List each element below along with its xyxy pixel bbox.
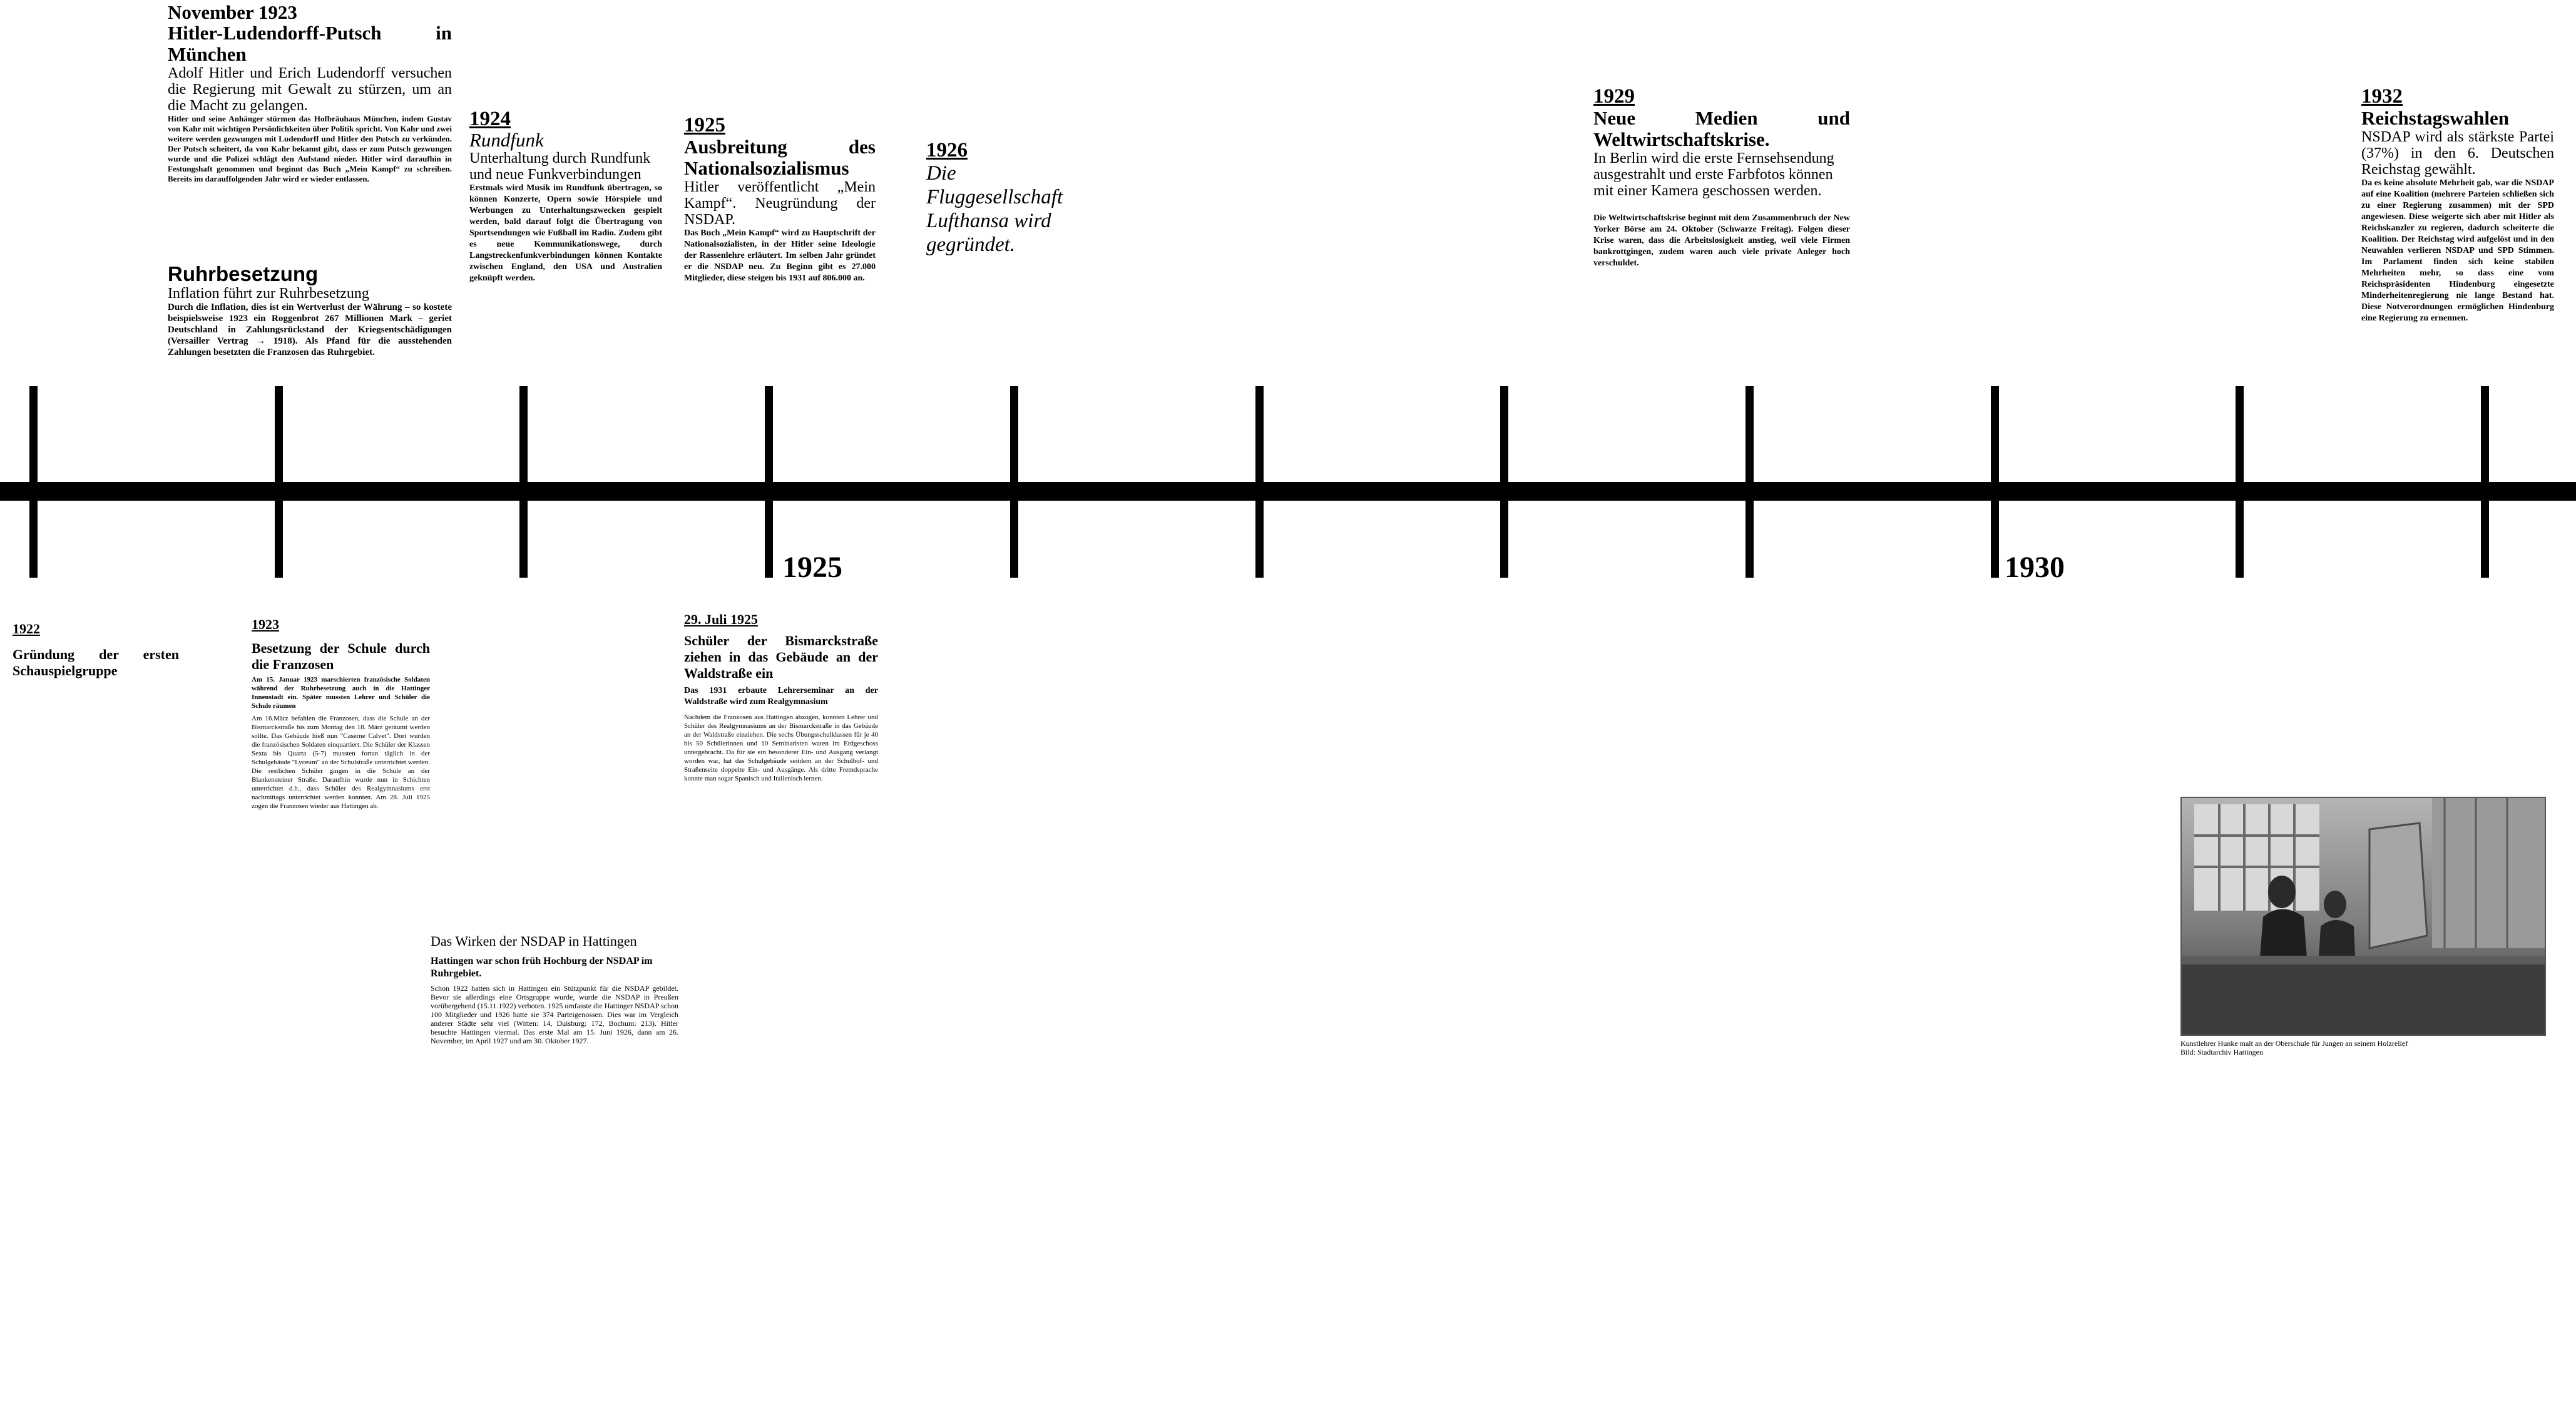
event-1923-putsch bbox=[168, 3, 452, 184]
event-year: 1925 bbox=[684, 114, 725, 136]
timeline-tick-up bbox=[1500, 386, 1508, 482]
event-lead: Unterhaltung durch Rundfunk und neue Funkverbindungen bbox=[469, 150, 651, 183]
event-lead: Inflation führt zur Ruhrbesetzung bbox=[168, 285, 369, 302]
event-year: 29. Juli 1925 bbox=[684, 611, 758, 627]
photo-caption-line: Kunstlehrer Hunke malt an der Oberschule für Jungen an seinem Holzrelief bbox=[2180, 1039, 2408, 1048]
event-lead: Hitler veröffentlicht „Mein Kampf“. Neugründung der NSDAP. bbox=[684, 179, 876, 228]
timeline-tick-down bbox=[29, 501, 38, 578]
event-title: Reichstagswahlen bbox=[2361, 107, 2509, 129]
event-1932-reichstagswahlen bbox=[2361, 85, 2554, 324]
timeline-tick-down bbox=[519, 501, 528, 578]
event-year: 1932 bbox=[2361, 85, 2403, 108]
event-body: Durch die Inflation, dies ist ein Wertverlust der Währung – so kostete beispielsweise 1923 ein Roggenbrot 267 Millionen Mark – geriet Deutschland in Zahlungsrückstand der Kriegsentschädigungen (Versailler Vertrag → 1918). Als Pfand für die ausstehenden Zahlungen besetzten die Franzosen das Ruhrgebiet. bbox=[168, 302, 452, 357]
event-body: Da es keine absolute Mehrheit gab, war die NSDAP auf eine Koalition (mehrere Parteien schließen sich zu einer Regierung zusammen) mit der SPD angewiesen. Diese weigerte sich aber mit Hitler als Reichskanzler zu regieren, dadurch scheiterte die Koalition. Der Reichstag wird aufgelöst und in den Neuwahlen verlieren NSDAP und SPD Stimmen. Im Parlament finden sich keine stabilen Mehrheiten mehr, so dass eine vom Reichspräsidenten Hindenburg eingesetzte Minderheitenregierung nie lange Bestand hat. Diese Notverordnungen ermöglichen Hindenburg eine Regierung zu ernennen. bbox=[2361, 178, 2554, 323]
nsdap-hattingen bbox=[431, 933, 678, 1045]
timeline-tick-down bbox=[2236, 501, 2244, 578]
event-title: Die Fluggesellschaft Lufthansa wird gegründet. bbox=[926, 162, 1063, 256]
timeline-tick-up bbox=[2236, 386, 2244, 482]
timeline-tick-up bbox=[1745, 386, 1754, 482]
photo-image bbox=[2182, 798, 2545, 1035]
event-1929-medien bbox=[1593, 85, 1850, 269]
timeline-tick-down bbox=[1255, 501, 1264, 578]
event-lead: In Berlin wird die erste Fernsehsendung ausgestrahlt und erste Farbfotos können mit einer Kamera geschossen werden. bbox=[1593, 150, 1834, 199]
photo-caption bbox=[2180, 1039, 2543, 1056]
event-body: Schon 1922 hatten sich in Hattingen ein Stützpunkt für die NSDAP gebildet. Bevor sie allerdings eine Ortsgruppe wurde, wurde die NSDAP in Preußen vorübergehend (15.11.1922) verboten. 1925 umfasste die Hattinger NSDAP schon 100 Mitglieder und 1926 hatte sie 374 Parteigenossen. Dies war im Vergleich anderer Städte sehr viel (Witten: 14, Duisburg: 172, Bochum: 213). Hitler besuchte Hattingen viermal. Das erste Mal am 15. Juni 1926, dann am 26. November, im April 1927 und am 30. Oktober 1927. bbox=[431, 984, 678, 1045]
event-title: Neue Medien und Weltwirtschaftskrise. bbox=[1593, 107, 1850, 150]
timeline-tick-down bbox=[1991, 501, 1999, 578]
school-1923-besetzung bbox=[252, 616, 430, 811]
event-body: Die Weltwirtschaftskrise beginnt mit dem Zusammenbruch der New Yorker Börse am 24. Oktober (Schwarze Freitag). Folgen dieser Krise waren, dass die Arbeitslosigkeit anstieg, weil viele Firmen bankrottgingen, zudem waren auch viele private Anleger hoch verschuldet. bbox=[1593, 213, 1850, 268]
event-body: Hitler und seine Anhänger stürmen das Hofbräuhaus München, indem Gustav von Kahr mit wichtigen Persönlichkeiten über Politik spricht. Von Kahr und zwei weitere werden gezwungen mit Ludendorff und Hitler den Putsch zu verkünden. Der Putsch scheitert, da von Kahr bekannt gibt, dass er zum Putsch gezwungen wurde und die Polizei schlägt den Aufstand nieder. Hitler wird daraufhin in Festungshaft genommen und beginnt das Buch „Mein Kampf“ zu schreiben. Bereits im darauffolgenden Jahr wird er wieder entlassen. bbox=[168, 114, 452, 183]
event-title: Ruhrbesetzung bbox=[168, 262, 319, 285]
event-1924-rundfunk bbox=[469, 108, 662, 284]
event-title: Rundfunk bbox=[469, 129, 544, 151]
event-lead: NSDAP wird als stärkste Partei (37%) in den 6. Deutschen Reichstag gewählt. bbox=[2361, 129, 2554, 178]
event-year: 1923 bbox=[252, 616, 279, 632]
event-year: November 1923 bbox=[168, 1, 297, 23]
timeline-tick-up bbox=[2481, 386, 2489, 482]
event-body: Erstmals wird Musik im Rundfunk übertragen, so können Konzerte, Opern sowie Hörspiele und Werbungen zu Unterhaltungszwecken gespielt werden, bald darauf folgt die Übertragung von Sportsendungen wie Fußball im Radio. Zudem gibt es neue Kommunikationswege, durch Langstreckenfunkverbindungen können Kontakte zwischen England, den USA und Australien geknüpft werden. bbox=[469, 183, 662, 283]
event-lead: Das 1931 erbaute Lehrerseminar an der Waldstraße wird zum Realgymnasium bbox=[684, 686, 878, 707]
axis-label-1930: 1930 bbox=[2005, 551, 2065, 584]
timeline-tick-down bbox=[1500, 501, 1508, 578]
school-1925-umzug bbox=[684, 611, 878, 783]
event-lead: Hattingen war schon früh Hochburg der NSDAP im Ruhrgebiet. bbox=[431, 956, 653, 979]
event-ruhrbesetzung bbox=[168, 263, 452, 358]
timeline-tick-down bbox=[2481, 501, 2489, 578]
photo-credit: Bild: Stadtarchiv Hattingen bbox=[2180, 1048, 2263, 1056]
timeline-tick-up bbox=[29, 386, 38, 482]
timeline-tick-up bbox=[275, 386, 283, 482]
event-body: Am 16.März befahlen die Franzosen, dass die Schule an der Bismarckstraße bis zum Montag den 18. März geräumt werden sollte. Das Gebäude hieß nun "Caserne Calvet". Dort wurden die französischen Soldaten einquartiert. Die Schüler der Klassen Sexta bis Quarta (5-7) mussten fortan täglich in der Schulgebäude "Lyceum" an der Schulstraße unterrichtet werden. Die restlichen Schüler gingen in die Schule an der Blankensteiner Straße. Daraufhin wurde nun in Schichten unterrichtet d.h., dass Schüler des Realgymnasiums erst nachmittags unterrichtet werden konnten. Am 28. Juli 1925 zogen die Franzosen wieder aus Hattingen ab. bbox=[252, 715, 430, 810]
event-title: Schüler der Bismarckstraße ziehen in das Gebäude an der Waldstraße ein bbox=[684, 633, 878, 681]
timeline-tick-up bbox=[1010, 386, 1018, 482]
timeline-axis bbox=[0, 482, 2576, 501]
event-lead: Am 15. Januar 1923 marschierten französische Soldaten während der Ruhrbesetzung auch in die Hattinger Innenstadt ein. Später mussten Lehrer und Schüler die Schule räumen bbox=[252, 676, 430, 710]
workshop-photo bbox=[2180, 797, 2546, 1036]
timeline-tick-down bbox=[1010, 501, 1018, 578]
event-title: Ausbreitung des Nationalsozialismus bbox=[684, 136, 876, 179]
event-title: Das Wirken der NSDAP in Hattingen bbox=[431, 933, 637, 949]
timeline-tick-up bbox=[1255, 386, 1264, 482]
event-lead: Adolf Hitler und Erich Ludendorff versuchen die Regierung mit Gewalt zu stürzen, um an die Macht zu gelangen. bbox=[168, 65, 452, 114]
timeline-tick-up bbox=[765, 386, 773, 482]
event-1925-nsdap bbox=[684, 114, 876, 284]
timeline-tick-down bbox=[275, 501, 283, 578]
event-body: Das Buch „Mein Kampf“ wird zu Hauptschrift der Nationalsozialisten, in der Hitler seine Ideologie der Rassenlehre erläutert. Im selben Jahr gründet er die NSDAP neu. Zu Beginn gibt es 27.000 Mitglieder, diese steigen bis 1931 auf 806.000 an. bbox=[684, 228, 876, 283]
timeline-tick-up bbox=[519, 386, 528, 482]
timeline-tick-down bbox=[1745, 501, 1754, 578]
timeline-tick-down bbox=[765, 501, 773, 578]
event-title: Gründung der ersten Schauspielgruppe bbox=[13, 647, 179, 678]
event-year: 1929 bbox=[1593, 85, 1635, 108]
event-body: Nachdem die Franzosen aus Hattingen abzogen, konnten Lehrer und Schüler des Realgymnasiums an der Bismarckstraße in das Gebäude an der Waldstraße einziehen. Die sechs Übungsschulklassen für je 40 bis 50 Schülerinnen und 10 Seminaristen waren im Erdgeschoss untergebracht. Da für sie ein besonderer Ein- und Ausgang verlangt worden war, hat das Schulgebäude seitdem an der Schulhof- und Straßenseite doppelte Ein- und Ausgänge. Als dritte Fremdsprache konnte man sogar Spanisch und Italienisch lernen. bbox=[684, 714, 878, 782]
event-year: 1926 bbox=[926, 139, 968, 161]
school-1922-schauspiel bbox=[13, 621, 179, 679]
event-year: 1924 bbox=[469, 108, 511, 130]
event-1926-lufthansa bbox=[926, 139, 1095, 257]
event-title: Besetzung der Schule durch die Franzosen bbox=[252, 640, 430, 672]
timeline-tick-up bbox=[1991, 386, 1999, 482]
event-title: Hitler-Ludendorff-Putsch in München bbox=[168, 22, 452, 65]
axis-label-1925: 1925 bbox=[782, 551, 842, 584]
event-year: 1922 bbox=[13, 621, 40, 637]
